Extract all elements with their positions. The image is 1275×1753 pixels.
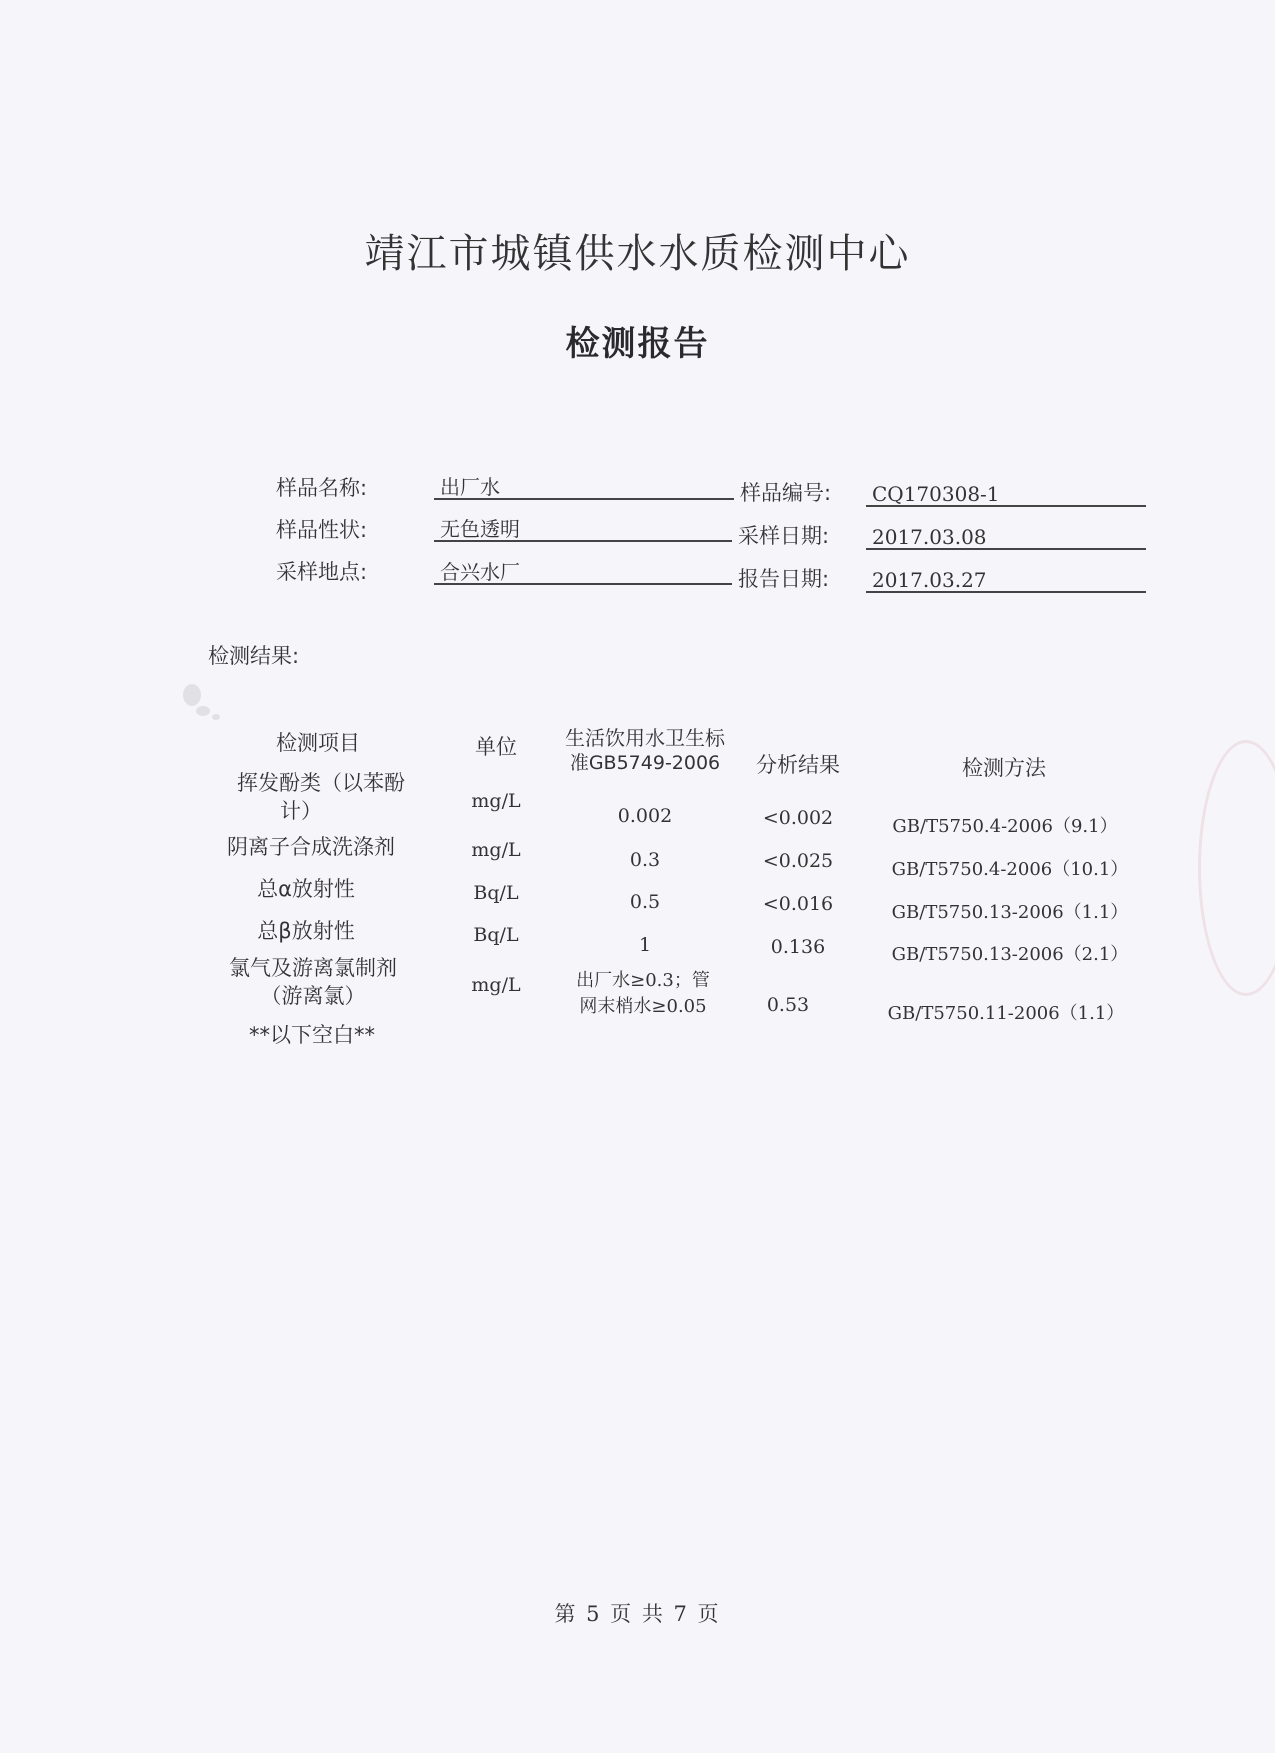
row1-result: <0.002 (762, 807, 834, 829)
report-title: 检测报告 (565, 324, 710, 364)
sample-id-label: 样品编号: (740, 481, 832, 505)
row1-unit: mg/L (471, 790, 521, 812)
row5-method: GB/T5750.11-2006（1.1） (887, 1003, 1125, 1024)
sampling-location-field: 合兴水厂 (434, 559, 732, 585)
row3-method: GB/T5750.13-2006（1.1） (891, 902, 1129, 923)
row3-result: <0.016 (762, 893, 834, 915)
row1-method: GB/T5750.4-2006（9.1） (892, 816, 1118, 837)
sample-id-field: CQ170308-1 (866, 481, 1146, 507)
row1-standard: 0.002 (617, 805, 673, 827)
row5-standard-1: 出厂水≥0.3；管 (576, 970, 710, 991)
page-number: 第 5 页 共 7 页 (554, 1602, 721, 1626)
row3-item: 总α放射性 (257, 877, 355, 901)
sampling-date-label: 采样日期: (738, 524, 830, 548)
row2-standard: 0.3 (629, 849, 661, 871)
header-standard-2: 准GB5749-2006 (569, 752, 721, 774)
org-name: 靖江市城镇供水水质检测中心 (364, 231, 911, 277)
row2-method: GB/T5750.4-2006（10.1） (891, 859, 1129, 880)
row4-standard: 1 (638, 934, 652, 956)
row1-item-2: 计） (280, 799, 322, 823)
sample-name-label: 样品名称: (276, 476, 368, 500)
row4-item: 总β放射性 (257, 919, 355, 943)
row2-result: <0.025 (762, 850, 834, 872)
row2-unit: mg/L (471, 839, 521, 861)
sampling-date-field: 2017.03.08 (866, 524, 1146, 550)
row4-method: GB/T5750.13-2006（2.1） (891, 944, 1129, 965)
header-method: 检测方法 (962, 756, 1046, 780)
header-result: 分析结果 (756, 753, 840, 777)
row3-standard: 0.5 (629, 891, 661, 913)
row3-unit: Bq/L (473, 882, 519, 904)
sample-state-label: 样品性状: (276, 518, 368, 542)
row2-item: 阴离子合成洗涤剂 (227, 835, 395, 859)
row5-item-1: 氯气及游离氯制剂 (229, 956, 397, 980)
scan-smudge (212, 714, 220, 720)
row5-standard-2: 网末梢水≥0.05 (579, 996, 707, 1017)
report-date-field: 2017.03.27 (866, 567, 1146, 593)
sample-state-field: 无色透明 (434, 516, 732, 542)
report-date-label: 报告日期: (738, 567, 830, 591)
row5-result: 0.53 (766, 994, 810, 1016)
row4-result: 0.136 (770, 936, 826, 958)
results-section-label: 检测结果: (208, 644, 300, 668)
scan-smudge (183, 684, 201, 706)
header-standard-1: 生活饮用水卫生标 (565, 726, 725, 750)
header-item: 检测项目 (276, 731, 360, 755)
scan-smudge (196, 706, 210, 716)
row5-item-2: （游离氯） (260, 984, 366, 1008)
row4-unit: Bq/L (473, 924, 519, 946)
header-unit: 单位 (475, 735, 517, 759)
row1-item-1: 挥发酚类（以苯酚 (237, 771, 405, 795)
faded-stamp-mark (1198, 740, 1275, 996)
end-note: **以下空白** (249, 1023, 375, 1047)
sampling-location-label: 采样地点: (276, 560, 368, 584)
row5-unit: mg/L (471, 974, 521, 996)
sample-name-field: 出厂水 (434, 474, 734, 500)
